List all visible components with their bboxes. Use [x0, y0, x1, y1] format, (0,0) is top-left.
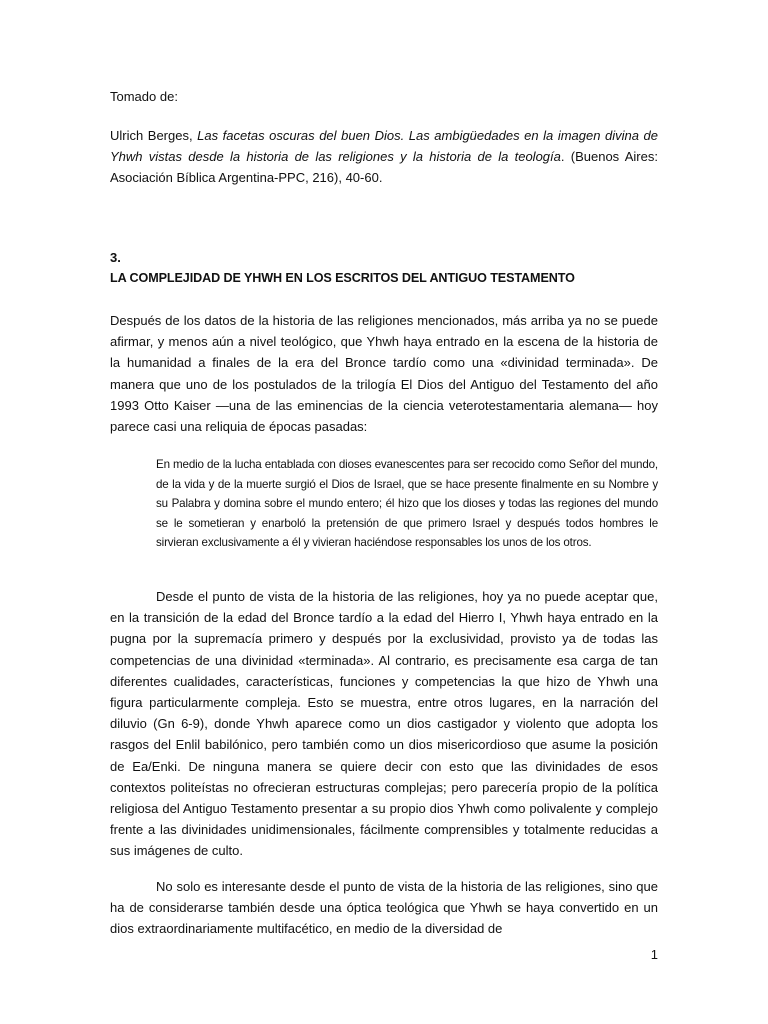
citation — [110, 125, 658, 189]
citation-author: Ulrich Berges, — [110, 128, 198, 143]
chapter-number: 3. — [110, 250, 121, 265]
source-label: Tomado de: — [110, 89, 178, 104]
page-number: 1 — [650, 947, 658, 962]
body-paragraph-3: No solo es interesante desde el punto de vista de la historia de las religiones, sino que ha de considerarse también desde una óptica teológica que Yhwh se haya convertido en un dios extraordinariamente multifacético, en medio de la diversidad de — [110, 879, 658, 937]
body-paragraph-1: Después de los datos de la historia de las religiones mencionados, más arriba ya no se puede afirmar, y menos aún a nivel teológico, que Yhwh haya entrado en la escena de la historia de la humanidad a finales de la era del Bronce tardío como una «divinidad terminada». De manera que uno de los postulados de la trilogía El Dios del Antiguo del Testamento del año 1993 Otto Kaiser —una de las eminencias de la ciencia veterotestamentaria alemana— hoy parece casi una reliquia de épocas pasadas: — [110, 313, 658, 435]
body-paragraph-2: Desde el punto de vista de la historia de las religiones, hoy ya no puede aceptar que, en la transición de la edad del Bronce tardío a la edad del Hierro I, Yhwh haya entrado en la pugna por la supremacía primero y después por la exclusividad, provisto ya de todas las competencias de una divinidad «terminada». Al contrario, es precisamente esa carga de tan diferentes cualidades, características, funciones y competencias la que hizo de Yhwh una figura particularmente compleja. Esto se muestra, entre otros lugares, en la narración del diluvio (Gn 6-9), donde Yhwh aparece como un dios castigador y violento que adopta los rasgos del Enlil babilónico, pero también como un dios misericordioso que asume la posición de Ea/Enki. De ninguna manera se quiere decir con esto que las divinidades de esos contextos politeístas no ofrecieran estructuras complejas; pero parecería propio de la política religiosa del Antiguo Testamento presentar a su propio dios Yhwh como polivalente y complejo frente a las divinidades unidimensionales, fácilmente comprensibles y totalmente reducidas a sus imágenes de culto. — [110, 589, 658, 859]
citation-publication: . (Buenos Aires: Asociación Bíblica Argentina-PPC, 216), 40-60. — [110, 149, 658, 186]
chapter-title: LA COMPLEJIDAD DE YHWH EN LOS ESCRITOS DEL ANTIGUO TESTAMENTO — [110, 271, 575, 285]
block-quote: En medio de la lucha entablada con dioses evanescentes para ser recocido como Señor del mundo, de la vida y de la muerte surgió el Dios de Israel, que se hace presente finalmente en su Nombre y su Palabra y domina sobre el mundo entero; él hizo que los dioses y todas las regiones del mundo se le sometieran y enarboló la pretensión de que primero Israel y después todos hombres le sirvieran exclusivamente a él y vivieran haciéndose responsables los unos de los otros. — [156, 458, 658, 550]
citation-title: Las facetas oscuras del buen Dios. Las ambigüedades en la imagen divina de Yhwh vistas desde la historia de las religiones y la historia de la teología — [110, 128, 658, 165]
